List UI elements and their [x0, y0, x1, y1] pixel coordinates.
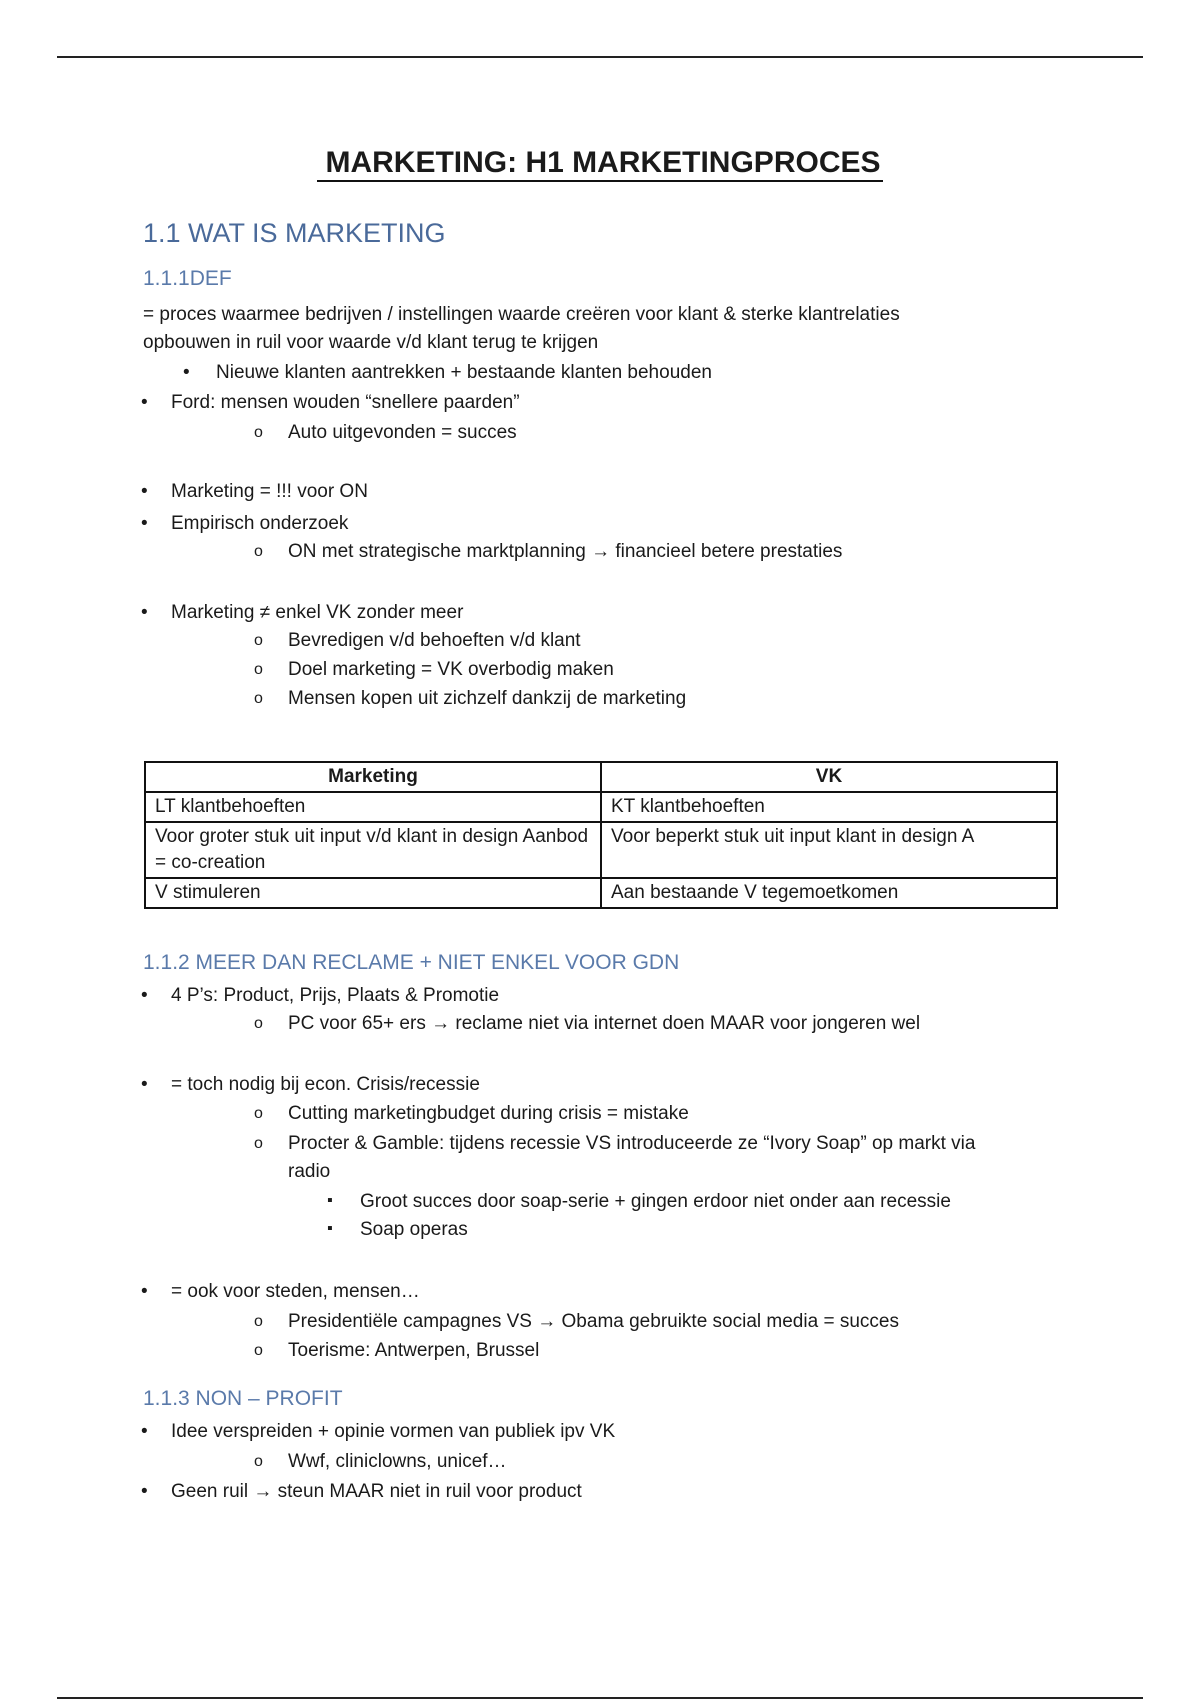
subbullet-bevredigen: o Bevredigen v/d behoeften v/d klant	[288, 630, 581, 652]
bullet-ford: • Ford: mensen wouden “snellere paarden”	[171, 392, 520, 414]
bullet-idee: • Idee verspreiden + opinie vormen van publiek ipv VK	[171, 1421, 615, 1443]
subbullet-wwf: o Wwf, cliniclowns, unicef…	[288, 1451, 507, 1473]
bullet-marketing-vk: • Marketing ≠ enkel VK zonder meer	[171, 602, 463, 624]
table-cell: KT klantbehoeften	[601, 792, 1057, 822]
page-title: MARKETING: H1 MARKETINGPROCES	[0, 146, 1200, 180]
table-cell: Aan bestaande V tegemoetkomen	[601, 878, 1057, 908]
table-header-row	[145, 762, 1057, 792]
subbullet-pc: o PC voor 65+ ers → reclame niet via internet doen MAAR voor jongeren wel	[288, 1013, 920, 1035]
table-header-vk: VK	[601, 762, 1057, 792]
subsubbullet-soap-operas: ▪ Soap operas	[360, 1219, 468, 1241]
table-header-marketing: Marketing	[145, 762, 601, 792]
subbullet-presidentiele: o Presidentiële campagnes VS → Obama gebruikte social media = succes	[288, 1311, 899, 1333]
top-rule	[57, 56, 1143, 58]
comparison-table	[144, 761, 1058, 909]
bottom-rule	[57, 1697, 1143, 1699]
subbullet-procter-cont: radio	[288, 1161, 331, 1182]
heading-wat-is-marketing: 1.1 WAT IS MARKETING	[143, 218, 446, 248]
heading-meer-dan-reclame: 1.1.2 MEER DAN RECLAME + NIET ENKEL VOOR GDN	[143, 951, 680, 974]
table-row	[145, 822, 1057, 878]
subbullet-auto: o Auto uitgevonden = succes	[288, 422, 517, 444]
bullet-geen-ruil: • Geen ruil → steun MAAR niet in ruil voor product	[171, 1481, 582, 1503]
heading-def: 1.1.1DEF	[143, 267, 232, 290]
bullet-nieuwe-klanten: • Nieuwe klanten aantrekken + bestaande klanten behouden	[216, 362, 712, 384]
subbullet-cutting: o Cutting marketingbudget during crisis = mistake	[288, 1103, 689, 1125]
subbullet-doel: o Doel marketing = VK overbodig maken	[288, 659, 614, 681]
table-cell: LT klantbehoeften	[145, 792, 601, 822]
table-row	[145, 792, 1057, 822]
bullet-4p: • 4 P’s: Product, Prijs, Plaats & Promotie	[171, 985, 499, 1007]
definition-line-1: = proces waarmee bedrijven / instellingen waarde creëren voor klant & sterke klantrelaties	[143, 304, 900, 325]
definition-line-2: opbouwen in ruil voor waarde v/d klant terug te krijgen	[143, 332, 599, 353]
table-cell: V stimuleren	[145, 878, 601, 908]
table-cell: Voor beperkt stuk uit input klant in design A	[601, 822, 1057, 878]
subbullet-mensen: o Mensen kopen uit zichzelf dankzij de marketing	[288, 688, 686, 710]
bullet-ook-voor-steden: • = ook voor steden, mensen…	[171, 1281, 420, 1303]
subbullet-on-strategie: o ON met strategische marktplanning → financieel betere prestaties	[288, 541, 842, 563]
bullet-empirisch: • Empirisch onderzoek	[171, 513, 348, 535]
subbullet-procter: o Procter & Gamble: tijdens recessie VS introduceerde ze “Ivory Soap” op markt via	[288, 1133, 975, 1155]
subsubbullet-groot-succes: ▪ Groot succes door soap-serie + gingen erdoor niet onder aan recessie	[360, 1191, 951, 1213]
subbullet-toerisme: o Toerisme: Antwerpen, Brussel	[288, 1340, 539, 1362]
table-row	[145, 878, 1057, 908]
bullet-marketing-on: • Marketing = !!! voor ON	[171, 481, 368, 503]
table-cell: Voor groter stuk uit input v/d klant in design Aanbod = co-creation	[145, 822, 601, 878]
bullet-toch-nodig: • = toch nodig bij econ. Crisis/recessie	[171, 1074, 480, 1096]
heading-non-profit: 1.1.3 NON – PROFIT	[143, 1387, 343, 1410]
